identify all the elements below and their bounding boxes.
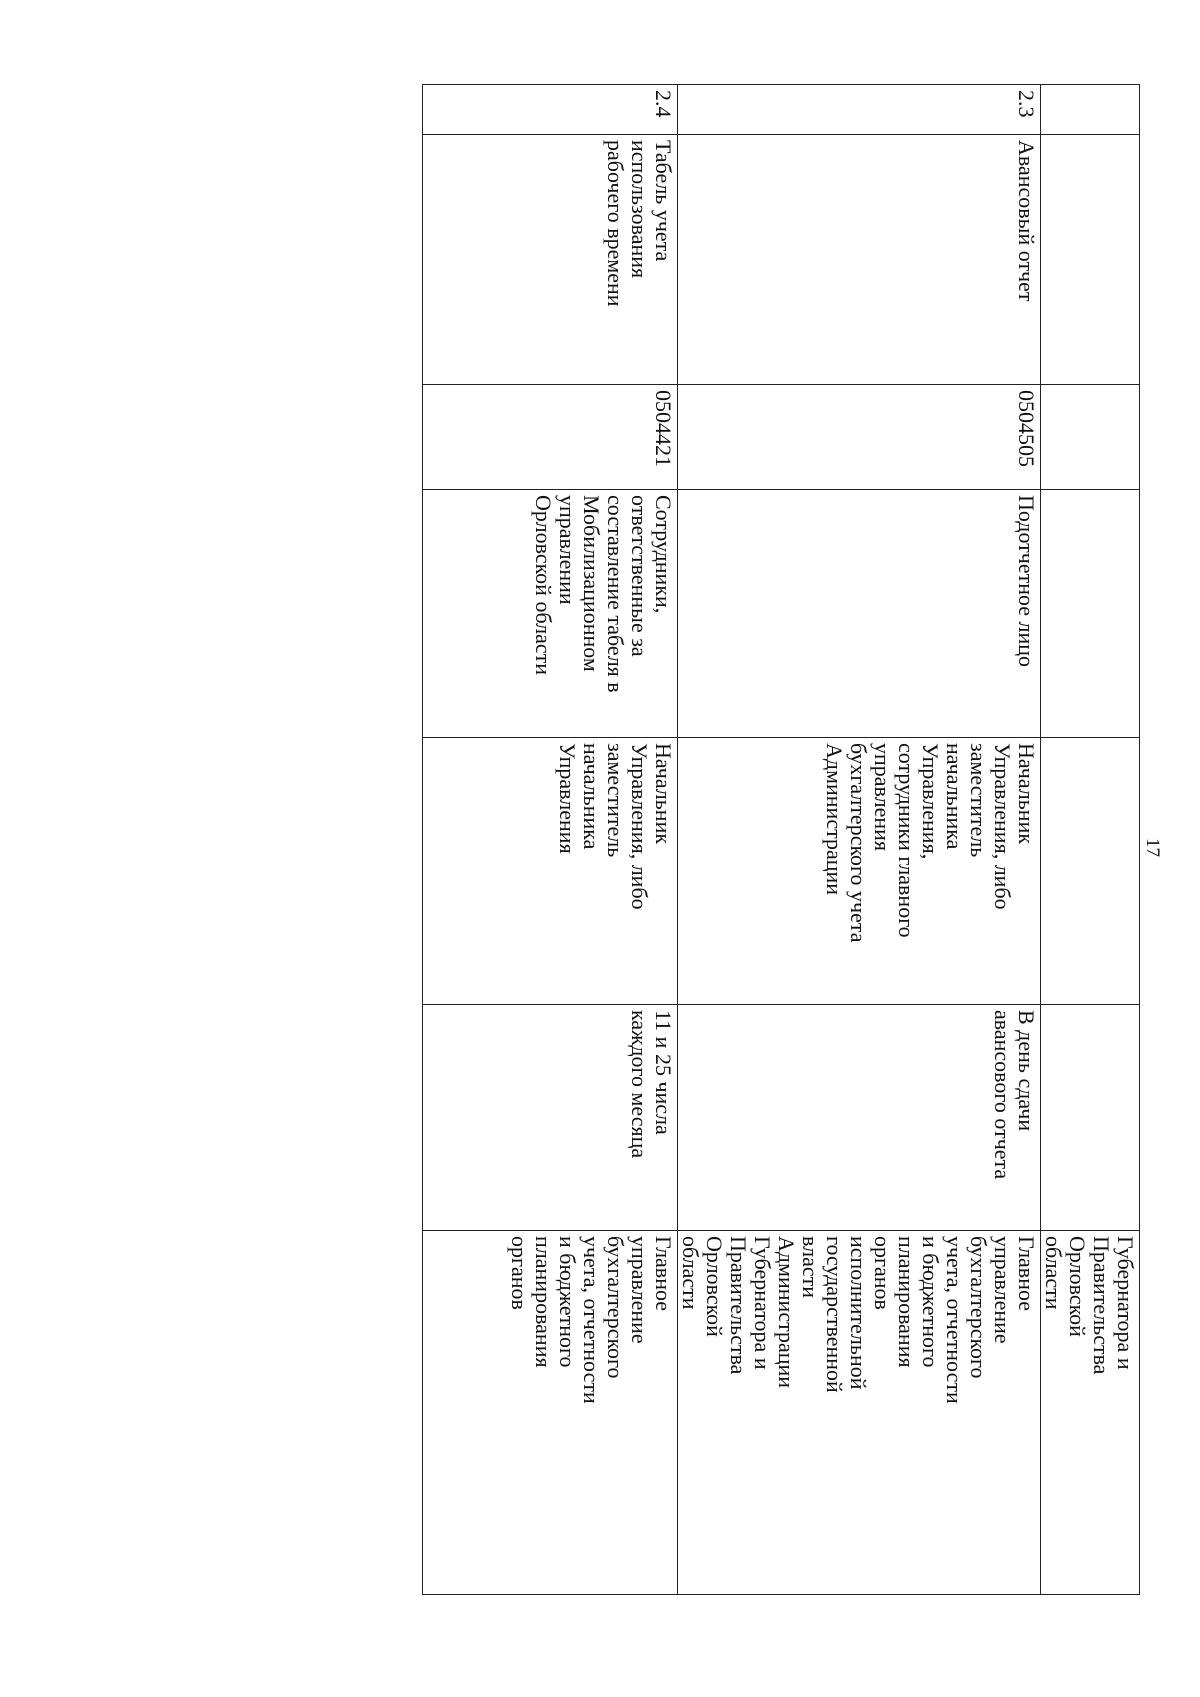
table-row bbox=[678, 85, 1041, 1595]
cell-recipient: Главное управление бухгалтерского учета, отчетности и бюджетного планирования органов исполнительной государственной власти Администрации Губернатора и Правительства Орловской области bbox=[678, 1231, 1041, 1595]
cell-responsible: Сотрудники, ответственные за составление табеля в Мобилизационном управлении Орловской области bbox=[423, 490, 678, 738]
cell-deadline: В день сдачи авансового отчета bbox=[678, 1005, 1041, 1231]
cell-row-number: 2.3 bbox=[678, 85, 1041, 135]
cell-deadline: 11 и 25 числа каждого месяца bbox=[423, 1005, 678, 1231]
cell-empty bbox=[1041, 85, 1140, 135]
cell-empty bbox=[1041, 385, 1140, 490]
cell-signer: Начальник Управления, либо заместитель начальника Управления bbox=[423, 738, 678, 1005]
cell-recipient-continuation: Губернатора и Правительства Орловской области bbox=[1041, 1231, 1140, 1595]
cell-document-name: Табель учета использования рабочего времени bbox=[423, 135, 678, 385]
page-number: 17 bbox=[1142, 838, 1163, 857]
document-table bbox=[422, 84, 1140, 1595]
cell-empty bbox=[1041, 1005, 1140, 1231]
cell-document-name: Авансовый отчет bbox=[678, 135, 1041, 385]
cell-recipient: Главное управление бухгалтерского учета, отчетности и бюджетного планирования органов bbox=[423, 1231, 678, 1595]
cell-form-code: 0504505 bbox=[678, 385, 1041, 490]
cell-empty bbox=[1041, 135, 1140, 385]
cell-responsible: Подотчетное лицо bbox=[678, 490, 1041, 738]
cell-empty bbox=[1041, 738, 1140, 1005]
cell-form-code: 0504421 bbox=[423, 385, 678, 490]
table-row bbox=[423, 85, 678, 1595]
cell-empty bbox=[1041, 490, 1140, 738]
cell-row-number: 2.4 bbox=[423, 85, 678, 135]
cell-signer: Начальник Управления, либо заместитель начальника Управления, сотрудники главного управления бухгалтерского учета Администрации bbox=[678, 738, 1041, 1005]
rotated-table-container bbox=[90, 84, 1140, 1594]
table-row-continuation bbox=[1041, 85, 1140, 1595]
